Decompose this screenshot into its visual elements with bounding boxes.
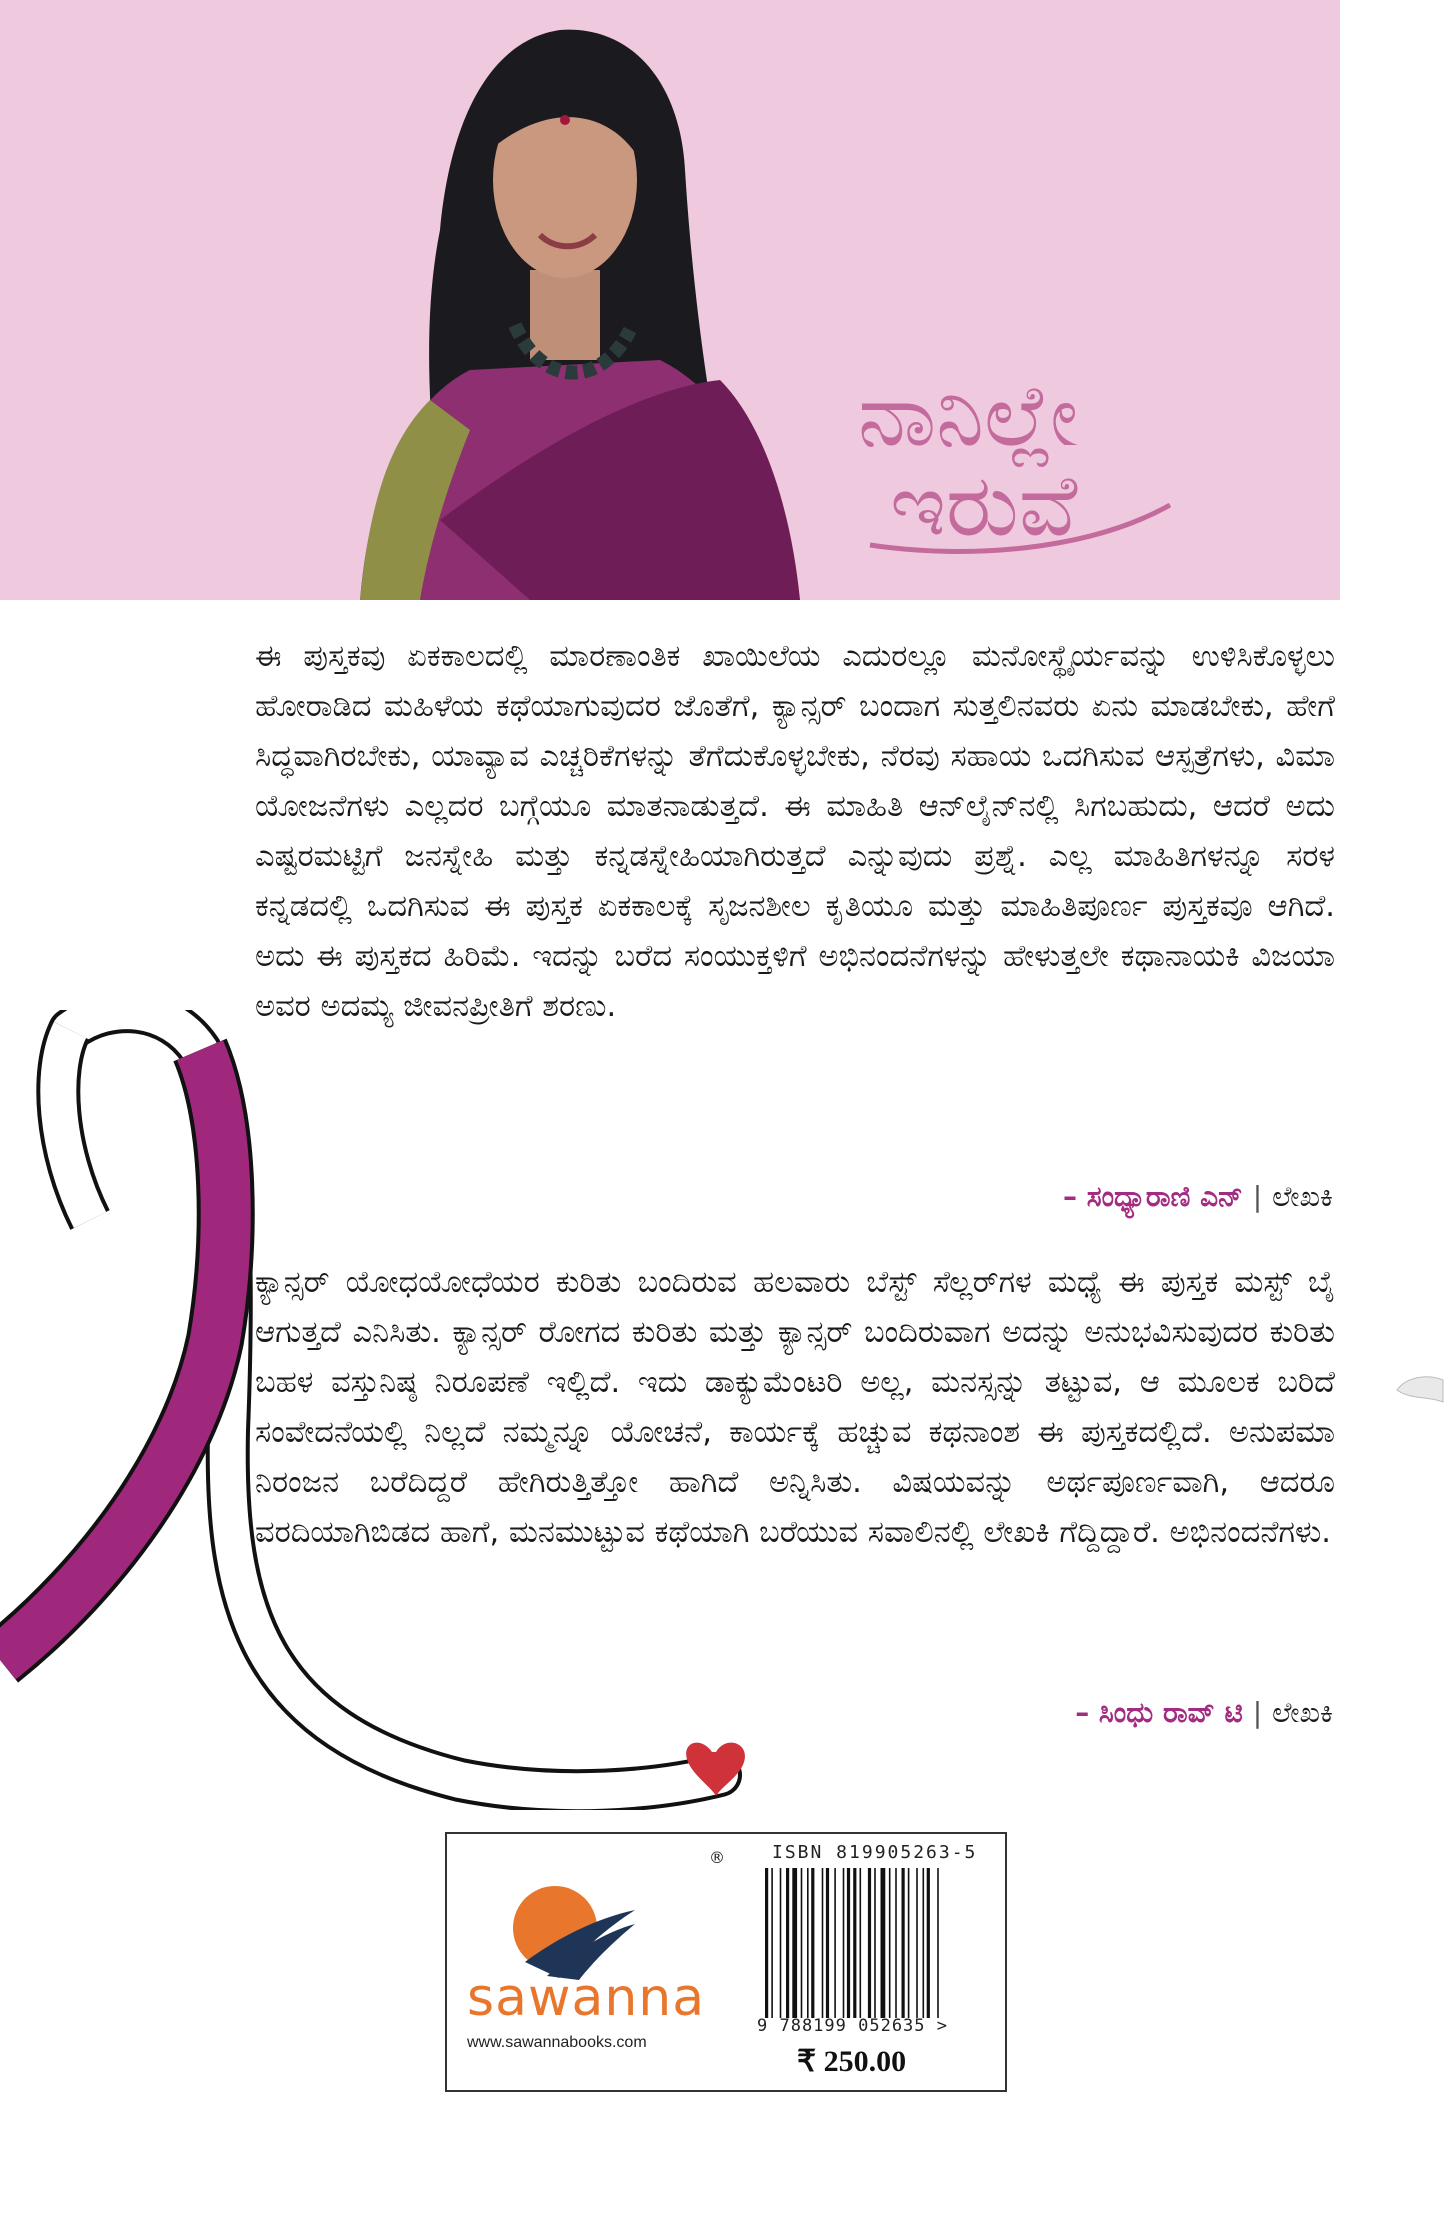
registered-mark: ® <box>709 1848 725 1867</box>
publisher-website: www.sawannabooks.com <box>467 2034 647 2051</box>
publisher-barcode-box <box>445 1832 1007 2092</box>
blurb-paragraph-2: ಕ್ಯಾನ್ಸರ್ ಯೋಧಯೋಧೆಯರ ಕುರಿತು ಬಂದಿರುವ ಹಲವಾರು ಬೆಸ್ಟ್ ಸೆಲ್ಲರ್‌ಗಳ ಮಧ್ಯೆ ಈ ಪುಸ್ತಕ ಮಸ್ಟ್ ಬೈ ಆಗುತ್ತದೆ ಎನಿಸಿತು. ಕ್ಯಾನ್ಸರ್ ರೋಗದ ಕುರಿತು ಮತ್ತು ಕ್ಯಾನ್ಸರ್ ಬಂದಿರುವಾಗ ಅದನ್ನು ಅನುಭವಿಸುವುದರ ಕುರಿತು ಬಹಳ ವಸ್ತುನಿಷ್ಠ ನಿರೂಪಣೆ ಇಲ್ಲಿದೆ. ಇದು ಡಾಕ್ಯುಮೆಂಟರಿ ಅಲ್ಲ, ಮನಸ್ಸನ್ನು ತಟ್ಟುವ, ಆ ಮೂಲಕ ಬರಿದೆ ಸಂವೇದನೆಯಲ್ಲಿ ನಿಲ್ಲದೆ ನಮ್ಮನ್ನೂ ಯೋಚನೆ, ಕಾರ್ಯಕ್ಕೆ ಹಚ್ಚುವ ಕಥನಾಂಶ ಈ ಪುಸ್ತಕದಲ್ಲಿದೆ. ಅನುಪಮಾ ನಿರಂಜನ ಬರೆದಿದ್ದರೆ ಹೇಗಿರುತ್ತಿತ್ತೋ ಹಾಗಿದೆ ಅನ್ನಿಸಿತು. ವಿಷಯವನ್ನು ಅರ್ಥಪೂರ್ಣವಾಗಿ, ಆದರೂ ವರದಿಯಾಗಿಬಿಡದ ಹಾಗೆ, ಮನಮುಟ್ಟುವ ಕಥೆಯಾಗಿ ಬರೆಯುವ ಸವಾಲಿನಲ್ಲಿ ಲೇಖಕಿ ಗೆದ್ದಿದ್ದಾರೆ. ಅಭಿನಂದನೆಗಳು. <box>255 1265 1335 1550</box>
sawanna-logo-icon <box>507 1872 637 1982</box>
book-price: ₹ 250.00 <box>797 2045 907 2078</box>
blurb-attribution-1 <box>1063 1180 1333 1214</box>
attribution-role: ಲೇಖಕಿ <box>1272 1696 1333 1729</box>
page-curl-decoration <box>1395 1370 1445 1410</box>
publisher-name: sawanna <box>467 1968 706 2028</box>
title-line-2: ಇರುವೆ <box>890 456 1078 555</box>
blurb-attribution-2 <box>1075 1696 1333 1730</box>
author-portrait <box>300 0 820 600</box>
barcode-digits: 9 788199 052635 > <box>757 2016 948 2036</box>
isbn-barcode <box>765 1868 987 2018</box>
attribution-role: ಲೇಖಕಿ <box>1272 1180 1333 1213</box>
blurb-paragraph-1: ಈ ಪುಸ್ತಕವು ಏಕಕಾಲದಲ್ಲಿ ಮಾರಣಾಂತಿಕ ಖಾಯಿಲೆಯ ಎದುರಲ್ಲೂ ಮನೋಸ್ಥೈರ್ಯವನ್ನು ಉಳಿಸಿಕೊಳ್ಳಲು ಹೋರಾಡಿದ ಮಹಿಳೆಯ ಕಥೆಯಾಗುವುದರ ಜೊತೆಗೆ, ಕ್ಯಾನ್ಸರ್ ಬಂದಾಗ ಸುತ್ತಲಿನವರು ಏನು ಮಾಡಬೇಕು, ಹೇಗೆ ಸಿದ್ಧವಾಗಿರಬೇಕು, ಯಾವ್ಯಾವ ಎಚ್ಚರಿಕೆಗಳನ್ನು ತೆಗೆದುಕೊಳ್ಳಬೇಕು, ನೆರವು ಸಹಾಯ ಒದಗಿಸುವ ಆಸ್ಪತ್ರೆಗಳು, ವಿಮಾ ಯೋಜನೆಗಳು ಎಲ್ಲದರ ಬಗ್ಗೆಯೂ ಮಾತನಾಡುತ್ತದೆ. ಈ ಮಾಹಿತಿ ಆನ್‌ಲೈನ್‌ನಲ್ಲಿ ಸಿಗಬಹುದು, ಆದರೆ ಅದು ಎಷ್ಟರಮಟ್ಟಿಗೆ ಜನಸ್ನೇಹಿ ಮತ್ತು ಕನ್ನಡಸ್ನೇಹಿಯಾಗಿರುತ್ತದೆ ಎನ್ನುವುದು ಪ್ರಶ್ನೆ. ಎಲ್ಲ ಮಾಹಿತಿಗಳನ್ನೂ ಸರಳ ಕನ್ನಡದಲ್ಲಿ ಒದಗಿಸುವ ಈ ಪುಸ್ತಕ ಏಕಕಾಲಕ್ಕೆ ಸೃಜನಶೀಲ ಕೃತಿಯೂ ಮತ್ತು ಮಾಹಿತಿಪೂರ್ಣ ಪುಸ್ತಕವೂ ಆಗಿದೆ. ಅದು ಈ ಪುಸ್ತಕದ ಹಿರಿಮೆ. ಇದನ್ನು ಬರೆದ ಸಂಯುಕ್ತಳಿಗೆ ಅಭಿನಂದನೆಗಳನ್ನು ಹೇಳುತ್ತಲೇ ಕಥಾನಾಯಕಿ ವಿಜಯಾ ಅವರ ಅದಮ್ಯ ಜೀವನಪ್ರೀತಿಗೆ ಶರಣು. <box>255 639 1335 1024</box>
attribution-author: – ಸಿಂಧು ರಾವ್ ಟಿ <box>1075 1696 1243 1729</box>
book-title-lettering <box>850 345 1180 555</box>
page-margin <box>1340 0 1445 2222</box>
isbn-label: ISBN 819905263-5 <box>772 1842 978 1863</box>
attribution-separator: | <box>1252 1180 1263 1213</box>
attribution-author: – ಸಂಧ್ಯಾರಾಣಿ ಎನ್ <box>1062 1180 1243 1213</box>
title-line-1: ನಾನಿಲ್ಲೇ <box>858 366 1079 466</box>
attribution-separator: | <box>1252 1696 1263 1729</box>
